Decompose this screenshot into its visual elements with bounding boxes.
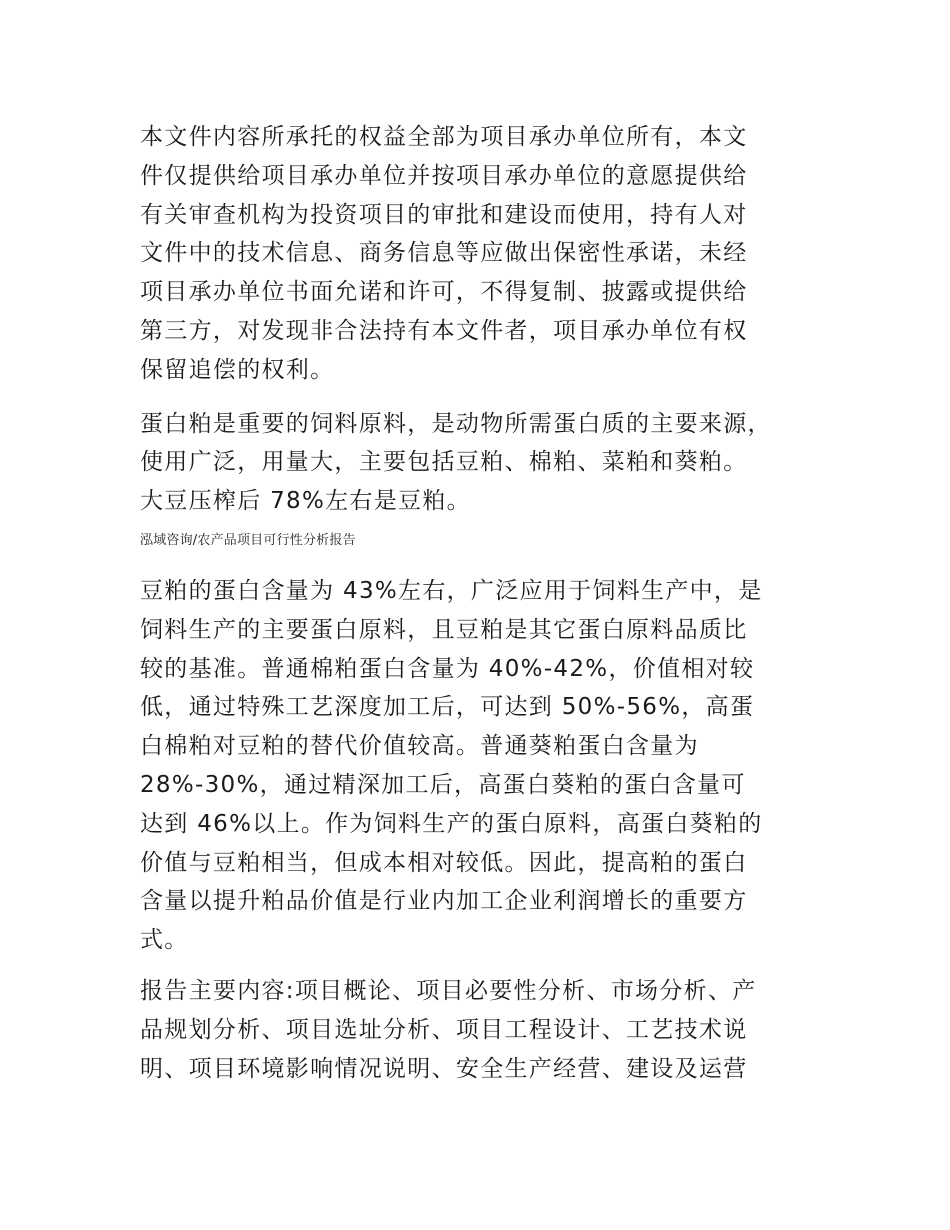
- text-line: 式。: [140, 927, 189, 954]
- paragraph-confidentiality: [140, 118, 820, 390]
- text-line: 报告主要内容:项目概论、项目必要性分析、市场分析、产: [140, 977, 757, 1004]
- text-line: 28%-30%，通过精深加工后，高蛋白葵粕的蛋白含量可: [140, 771, 746, 798]
- text-line: 本文件内容所承托的权益全部为项目承办单位所有，本文: [140, 124, 748, 150]
- paragraph-report-contents: [140, 972, 820, 1088]
- text-line: 豆粕的蛋白含量为 43%左右，广泛应用于饲料生产中，是: [140, 577, 763, 604]
- paragraph-protein-content: [140, 572, 820, 960]
- text-line: 件仅提供给项目承办单位并按项目承办单位的意愿提供给: [140, 162, 748, 189]
- text-line: 大豆压榨后 78%左右是豆粕。: [140, 488, 471, 515]
- text-line: 有关审查机构为投资项目的审批和建设而使用，持有人对: [140, 201, 748, 228]
- text-line: 达到 46%以上。作为饲料生产的蛋白原料，高蛋白葵粕的: [140, 810, 763, 837]
- text-line: 含量以提升粕品价值是行业内加工企业利润增长的重要方: [140, 888, 748, 915]
- text-line: 明、项目环境影响情况说明、安全生产经营、建设及运营: [140, 1055, 748, 1082]
- text-line: 饲料生产的主要蛋白原料，且豆粕是其它蛋白原料品质比: [140, 616, 748, 643]
- text-line: 低，通过特殊工艺深度加工后，可达到 50%-56%，高蛋: [140, 694, 755, 721]
- text-line: 白棉粕对豆粕的替代价值较高。普通葵粕蛋白含量为: [140, 733, 699, 760]
- text-line: 蛋白粕是重要的饲料原料，是动物所需蛋白质的主要来源，: [140, 410, 772, 437]
- text-line: 项目承办单位书面允诺和许可，不得复制、披露或提供给: [140, 279, 748, 306]
- text-line: 文件中的技术信息、商务信息等应做出保密性承诺，未经: [140, 240, 748, 267]
- document-page: [140, 118, 820, 1088]
- text-line: 品规划分析、项目选址分析、项目工程设计、工艺技术说: [140, 1016, 748, 1043]
- paragraph-protein-meal: [140, 405, 820, 521]
- text-line: 保留追偿的权利。: [140, 356, 335, 383]
- text-line: 使用广泛，用量大，主要包括豆粕、棉粕、菜粕和葵粕。: [140, 449, 748, 476]
- text-line: 较的基准。普通棉粕蛋白含量为 40%-42%，价值相对较: [140, 655, 755, 682]
- text-line: 价值与豆粕相当，但成本相对较低。因此，提高粕的蛋白: [140, 849, 748, 876]
- text-line: 第三方，对发现非合法持有本文件者，项目承办单位有权: [140, 317, 748, 344]
- report-header-note: 泓域咨询/农产品项目可行性分析报告: [140, 532, 356, 548]
